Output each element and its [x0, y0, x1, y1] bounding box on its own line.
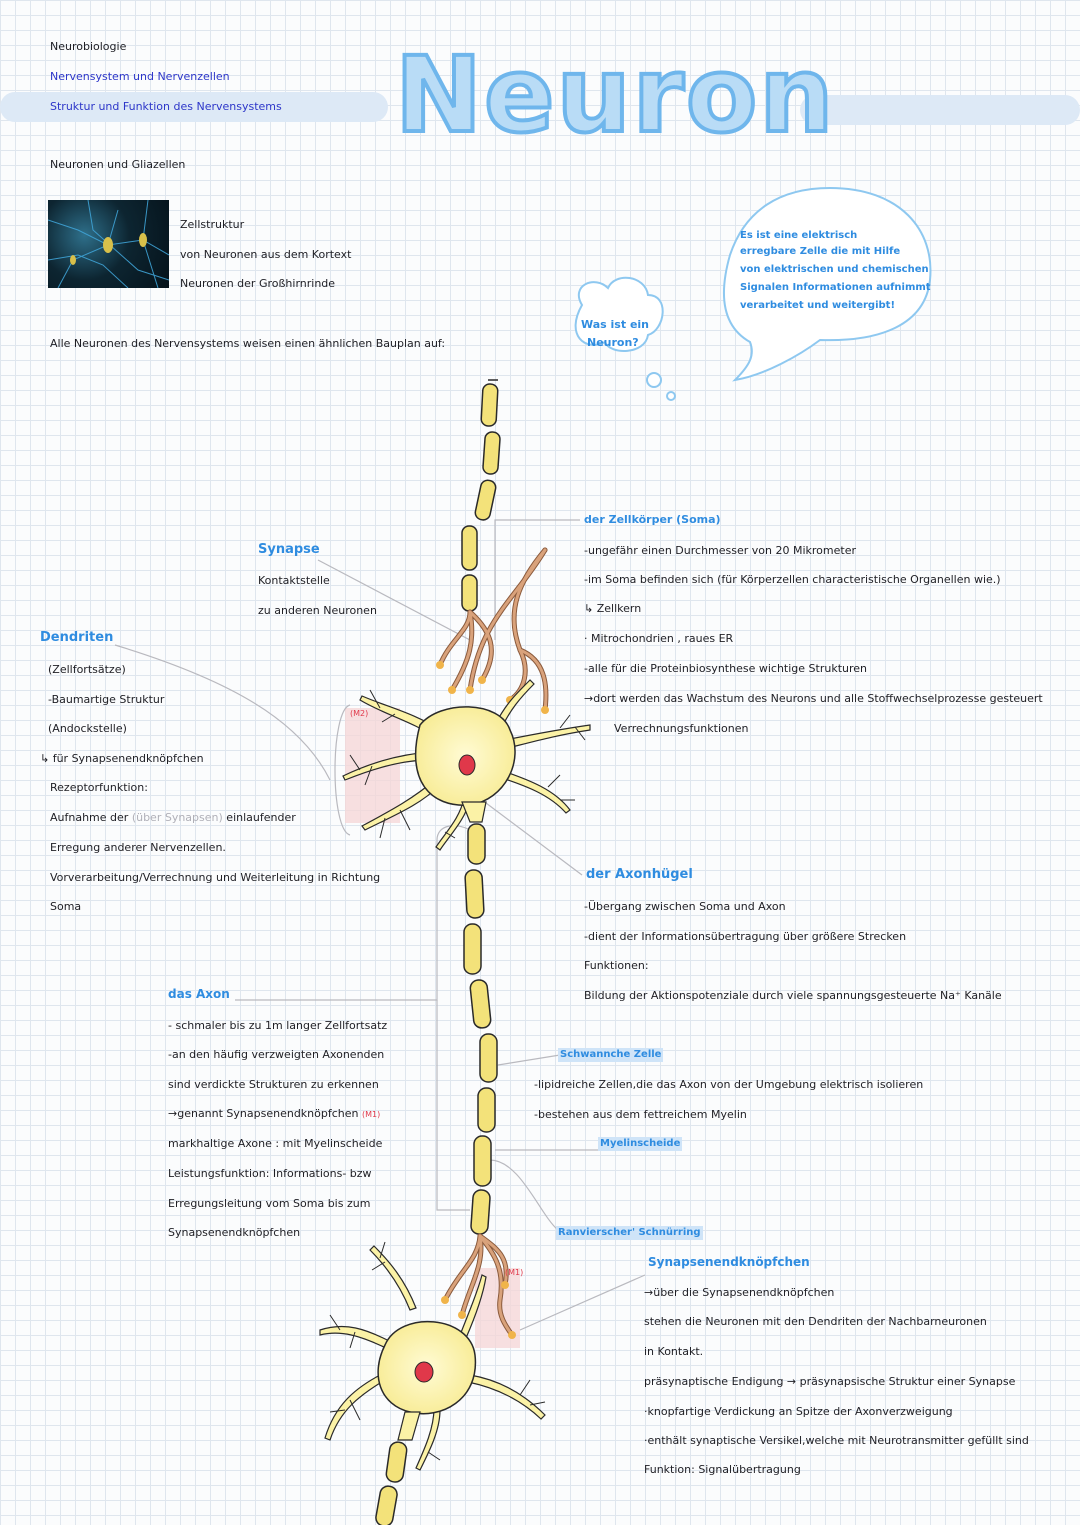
- soma-line-1: -ungefähr einen Durchmesser von 20 Mikrometer: [584, 544, 856, 557]
- thought-line-2: Neuron?: [587, 336, 639, 349]
- axonhuegel-title: der Axonhügel: [586, 867, 693, 882]
- dendriten-line-9: Soma: [50, 900, 82, 913]
- axonhuegel-line-3: Funktionen:: [584, 959, 649, 972]
- ranvier-title: Ranvierscher' Schnürring: [558, 1227, 701, 1238]
- soma-title: der Zellkörper (Soma): [584, 513, 721, 526]
- thought-line-1: Was ist ein: [581, 318, 650, 331]
- dendriten-line-7: Erregung anderer Nervenzellen.: [50, 841, 226, 854]
- topic-label: Nervensystem und Nervenzellen: [50, 70, 230, 83]
- subject-label: Neurobiologie: [50, 40, 127, 53]
- soma-line-7: Verrechnungsfunktionen: [614, 722, 749, 735]
- endknoepfchen-line-1: →über die Synapsenendknöpfchen: [644, 1286, 835, 1299]
- endknoepfchen-line-4: präsynaptische Endigung → präsynapsische Struktur einer Synapse: [644, 1375, 1016, 1388]
- page-title: Neuron: [395, 34, 836, 156]
- synapse-line-1: Kontaktstelle: [258, 574, 330, 587]
- answer-line-4: Signalen Informationen aufnimmt: [740, 282, 931, 293]
- soma-line-6: →dort werden das Wachstum des Neurons und alle Stoffwechselprozesse gesteuert: [584, 692, 1043, 705]
- synapse-line-2: zu anderen Neuronen: [258, 604, 377, 617]
- section-heading: Neuronen und Gliazellen: [50, 158, 186, 171]
- endknoepfchen-line-6: ·enthält synaptische Versikel,welche mit Neurotransmitter gefüllt sind: [644, 1434, 1029, 1447]
- soma-line-2: -im Soma befinden sich (für Körperzellen characteristische Organellen wie.): [584, 573, 1001, 586]
- dendriten-line-6: [50, 811, 296, 825]
- axon-line-5: markhaltige Axone : mit Myelinscheide: [168, 1137, 383, 1150]
- m1-marker: (M1): [505, 1268, 524, 1277]
- axon-m1-marker: (M1): [362, 1110, 381, 1119]
- dendriten-line-8: Vorverarbeitung/Verrechnung und Weiterleitung in Richtung: [50, 871, 381, 884]
- endknoepfchen-line-5: ·knopfartige Verdickung an Spitze der Axonverzweigung: [644, 1405, 953, 1418]
- photo-caption-3: Neuronen der Großhirnrinde: [180, 277, 336, 290]
- dendriten-line-1: (Zellfortsätze): [48, 663, 126, 676]
- dendriten-line-2: -Baumartige Struktur: [48, 693, 165, 706]
- axon-title: das Axon: [168, 987, 230, 1001]
- axon-line-6: Leistungsfunktion: Informations- bzw: [168, 1167, 372, 1180]
- schwann-line-1: -lipidreiche Zellen,die das Axon von der Umgebung elektrisch isolieren: [534, 1078, 924, 1091]
- dendriten-line-6a: Aufnahme der: [50, 811, 129, 824]
- axon-line-4a: →genannt Synapsenendknöpfchen: [168, 1107, 359, 1120]
- axon-line-4: [168, 1107, 380, 1122]
- endknoepfchen-line-3: in Kontakt.: [644, 1345, 704, 1358]
- neuron-photo: [48, 200, 169, 288]
- endknoepfchen-title: Synapsenendknöpfchen: [648, 1255, 810, 1269]
- axon-line-3: sind verdickte Strukturen zu erkennen: [168, 1078, 379, 1091]
- m2-marker: (M2): [350, 709, 369, 718]
- intro-statement: Alle Neuronen des Nervensystems weisen einen ähnlichen Bauplan auf:: [50, 337, 446, 350]
- soma-line-4: · Mitrochondrien , raues ER: [584, 632, 734, 645]
- axon-line-8: Synapsenendknöpfchen: [168, 1226, 301, 1239]
- schwann-title: Schwannche Zelle: [560, 1049, 662, 1060]
- dendriten-line-6c: einlaufender: [226, 811, 296, 824]
- myelin-title: Myelinscheide: [600, 1138, 681, 1149]
- answer-line-2: erregbare Zelle die mit Hilfe: [740, 246, 901, 257]
- soma-line-5: -alle für die Proteinbiosynthese wichtige Strukturen: [584, 662, 867, 675]
- dendriten-line-3: (Andockstelle): [48, 722, 127, 735]
- axon-line-2: -an den häufig verzweigten Axonenden: [168, 1048, 385, 1061]
- dendriten-title: Dendriten: [40, 630, 114, 645]
- axon-line-7: Erregungsleitung vom Soma bis zum: [168, 1197, 371, 1210]
- dendriten-line-5: Rezeptorfunktion:: [50, 781, 148, 794]
- answer-line-5: verarbeitet und weitergibt!: [740, 300, 896, 311]
- answer-line-1: Es ist eine elektrisch: [740, 230, 858, 241]
- axonhuegel-line-1: -Übergang zwischen Soma und Axon: [584, 900, 786, 913]
- photo-caption-1: Zellstruktur: [180, 218, 245, 231]
- dendriten-line-4: ↳ für Synapsenendknöpfchen: [40, 752, 204, 765]
- endknoepfchen-line-2: stehen die Neuronen mit den Dendriten der Nachbarneuronen: [644, 1315, 987, 1328]
- axonhuegel-line-4: Bildung der Aktionspotenziale durch viele spannungsgesteuerte Na⁺ Kanäle: [584, 989, 1002, 1002]
- photo-caption-2: von Neuronen aus dem Kortext: [180, 248, 352, 261]
- endknoepfchen-line-7: Funktion: Signalübertragung: [644, 1463, 801, 1476]
- axon-line-1: - schmaler bis zu 1m langer Zellfortsatz: [168, 1019, 388, 1032]
- schwann-line-2: -bestehen aus dem fettreichem Myelin: [534, 1108, 747, 1121]
- synapse-title: Synapse: [258, 542, 320, 557]
- header-band-right: [800, 95, 1080, 125]
- axonhuegel-line-2: -dient der Informationsübertragung über größere Strecken: [584, 930, 907, 943]
- neuron-diagram: [0, 370, 1080, 1525]
- answer-line-3: von elektrischen und chemischen: [740, 264, 929, 275]
- subtopic-label: Struktur und Funktion des Nervensystems: [50, 100, 282, 113]
- soma-line-3: ↳ Zellkern: [584, 602, 642, 615]
- dendriten-line-6b: (über Synapsen): [131, 811, 223, 824]
